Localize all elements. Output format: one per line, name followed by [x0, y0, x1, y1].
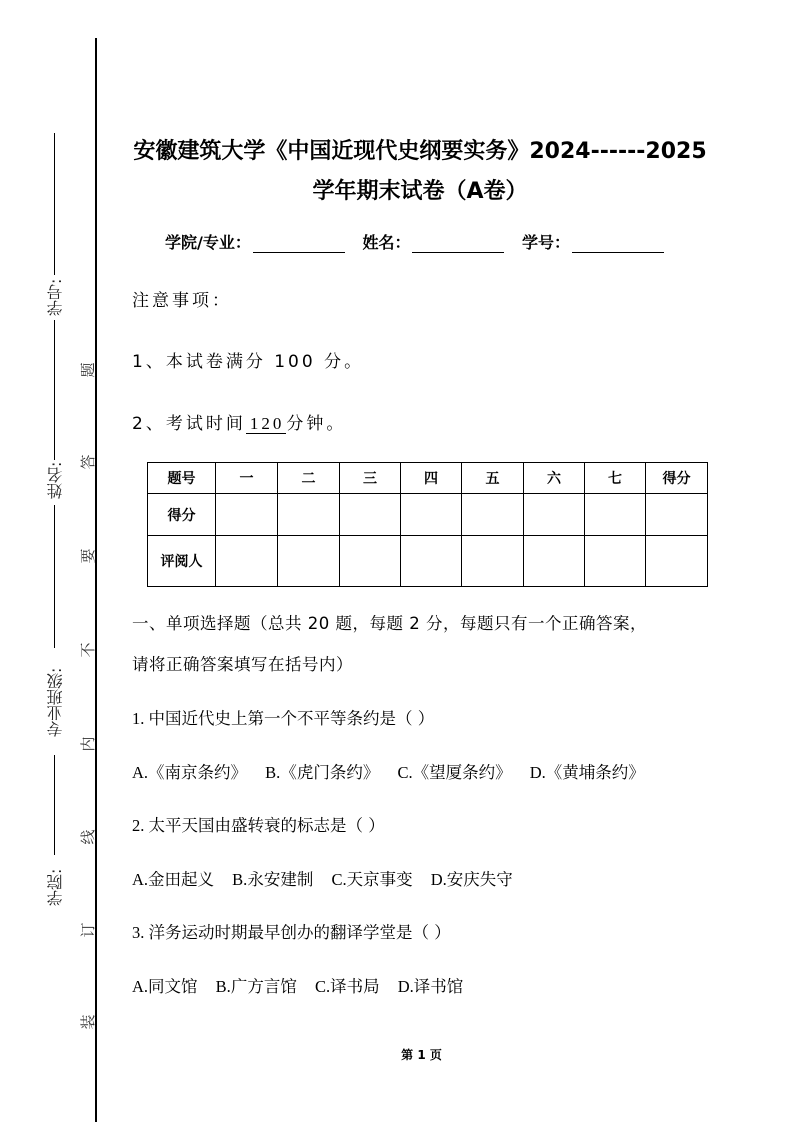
option-letter: C. — [331, 870, 347, 889]
option-text: 永安建制 — [247, 870, 314, 889]
option-a[interactable] — [132, 977, 198, 996]
option-b[interactable] — [232, 870, 313, 889]
exam-duration-value: 120 — [246, 414, 287, 434]
header-cell: 得分 — [646, 463, 708, 494]
exam-title-line1: 安徽建筑大学《中国近现代史纲要实务》2024------2025 — [133, 139, 707, 164]
option-letter: A. — [132, 870, 149, 889]
option-letter: C. — [314, 977, 331, 996]
header-cell: 七 — [585, 463, 646, 494]
option-text: 广方言馆 — [230, 977, 297, 996]
notice-item-2 — [132, 409, 346, 434]
class-blank-line — [54, 505, 55, 648]
option-d[interactable] — [398, 977, 464, 996]
option-letter: B. — [232, 870, 248, 889]
header-cell: 三 — [340, 463, 401, 494]
score-table — [147, 462, 708, 587]
option-b[interactable] — [265, 763, 379, 782]
score-row — [148, 494, 708, 536]
student-id-label: 学号： — [522, 233, 571, 252]
option-text: 金田起义 — [148, 870, 215, 889]
score-cell[interactable] — [462, 494, 524, 536]
student-info-row — [165, 230, 676, 253]
reviewer-row — [148, 536, 708, 587]
option-c[interactable] — [331, 870, 412, 889]
score-cell[interactable] — [524, 494, 585, 536]
score-table-header-row — [148, 463, 708, 494]
option-text: 《望厦条约》 — [412, 763, 512, 782]
college-major-field[interactable] — [253, 236, 345, 253]
margin-warning-char: 装 — [79, 1014, 97, 1030]
reviewer-cell[interactable] — [585, 536, 646, 587]
header-cell: 二 — [278, 463, 340, 494]
reviewer-cell[interactable] — [524, 536, 585, 587]
margin-warning-char: 线 — [79, 829, 97, 845]
option-letter: D. — [430, 870, 447, 889]
option-text: 天京事变 — [346, 870, 413, 889]
option-text: 《南京条约》 — [148, 763, 248, 782]
margin-warning-char: 题 — [79, 362, 97, 378]
name-field[interactable] — [412, 236, 504, 253]
option-letter: D. — [397, 977, 414, 996]
college-blank-line — [54, 755, 55, 855]
option-text: 《虎门条约》 — [280, 763, 380, 782]
question-text: 中国近代史上第一个不平等条约是（ ） — [148, 709, 435, 728]
reviewer-cell[interactable] — [340, 536, 401, 587]
header-cell: 六 — [524, 463, 585, 494]
option-text: 译书馆 — [413, 977, 464, 996]
margin-warning-char: 不 — [79, 642, 97, 658]
row-label: 得分 — [148, 494, 216, 536]
option-text: 同文馆 — [148, 977, 198, 996]
option-text: 译书局 — [330, 977, 380, 996]
option-letter: A. — [132, 977, 149, 996]
option-letter: B. — [265, 763, 281, 782]
notice-item-2-prefix: 2、考试时间 — [132, 414, 246, 434]
row-label: 评阅人 — [148, 536, 216, 587]
option-text: 《黄埔条约》 — [545, 763, 645, 782]
margin-warning-char: 内 — [79, 736, 97, 752]
margin-label-name: 姓名: — [46, 461, 65, 500]
question-number: 1. — [132, 709, 145, 728]
question-number: 3. — [132, 923, 145, 942]
name-blank-line — [54, 320, 55, 460]
option-text: 安庆失守 — [446, 870, 513, 889]
section-1-instruction-line2: 请将正确答案填写在括号内） — [132, 655, 353, 674]
notice-item-2-suffix: 分钟。 — [286, 414, 347, 434]
notice-item-1: 1、本试卷满分 100 分。 — [132, 352, 365, 372]
page-number: 第 1 页 — [401, 1048, 442, 1062]
score-cell[interactable] — [646, 494, 708, 536]
margin-warning-char: 答 — [79, 454, 97, 470]
exam-title-line2: 学年期末试卷（A卷） — [312, 179, 528, 204]
question-number: 2. — [132, 816, 145, 835]
margin-warning-char: 订 — [79, 922, 97, 938]
option-d[interactable] — [530, 763, 645, 782]
student-id-blank-line — [54, 133, 55, 275]
header-cell: 五 — [462, 463, 524, 494]
student-id-field[interactable] — [572, 236, 664, 253]
question-text: 太平天国由盛转衰的标志是（ ） — [148, 816, 385, 835]
question-3 — [132, 919, 451, 943]
question-1 — [132, 705, 434, 729]
score-cell[interactable] — [216, 494, 278, 536]
score-cell[interactable] — [278, 494, 340, 536]
reviewer-cell[interactable] — [646, 536, 708, 587]
reviewer-cell[interactable] — [216, 536, 278, 587]
score-cell[interactable] — [401, 494, 462, 536]
name-label: 姓名： — [362, 233, 411, 252]
binding-line — [95, 38, 97, 1122]
reviewer-cell[interactable] — [401, 536, 462, 587]
margin-label-college: 学院: — [46, 868, 65, 906]
header-cell: 一 — [216, 463, 278, 494]
reviewer-cell[interactable] — [278, 536, 340, 587]
option-b[interactable] — [216, 977, 297, 996]
reviewer-cell[interactable] — [462, 536, 524, 587]
question-2-options — [132, 866, 527, 890]
option-letter: B. — [215, 977, 231, 996]
option-a[interactable] — [132, 870, 214, 889]
option-c[interactable] — [397, 763, 511, 782]
notice-heading: 注意事项： — [132, 291, 232, 311]
section-1-instruction-line1: 一、单项选择题（总共 20 题，每题 2 分，每题只有一个正确答案， — [132, 614, 647, 633]
margin-label-class: 专业班级: — [46, 667, 65, 737]
margin-label-student-id: 学号: — [46, 278, 65, 317]
margin-warning-char: 要 — [79, 548, 97, 564]
score-cell[interactable] — [340, 494, 401, 536]
question-text: 洋务运动时期最早创办的翻译学堂是（ ） — [148, 923, 451, 942]
question-2 — [132, 812, 385, 836]
option-letter: A. — [132, 763, 149, 782]
question-3-options — [132, 973, 477, 997]
option-letter: D. — [529, 763, 546, 782]
option-letter: C. — [397, 763, 413, 782]
header-cell: 题号 — [148, 463, 216, 494]
option-a[interactable] — [132, 763, 247, 782]
header-cell: 四 — [401, 463, 462, 494]
score-cell[interactable] — [585, 494, 646, 536]
option-d[interactable] — [431, 870, 513, 889]
question-1-options — [132, 759, 659, 783]
college-major-label: 学院/专业： — [165, 233, 251, 252]
option-c[interactable] — [315, 977, 380, 996]
